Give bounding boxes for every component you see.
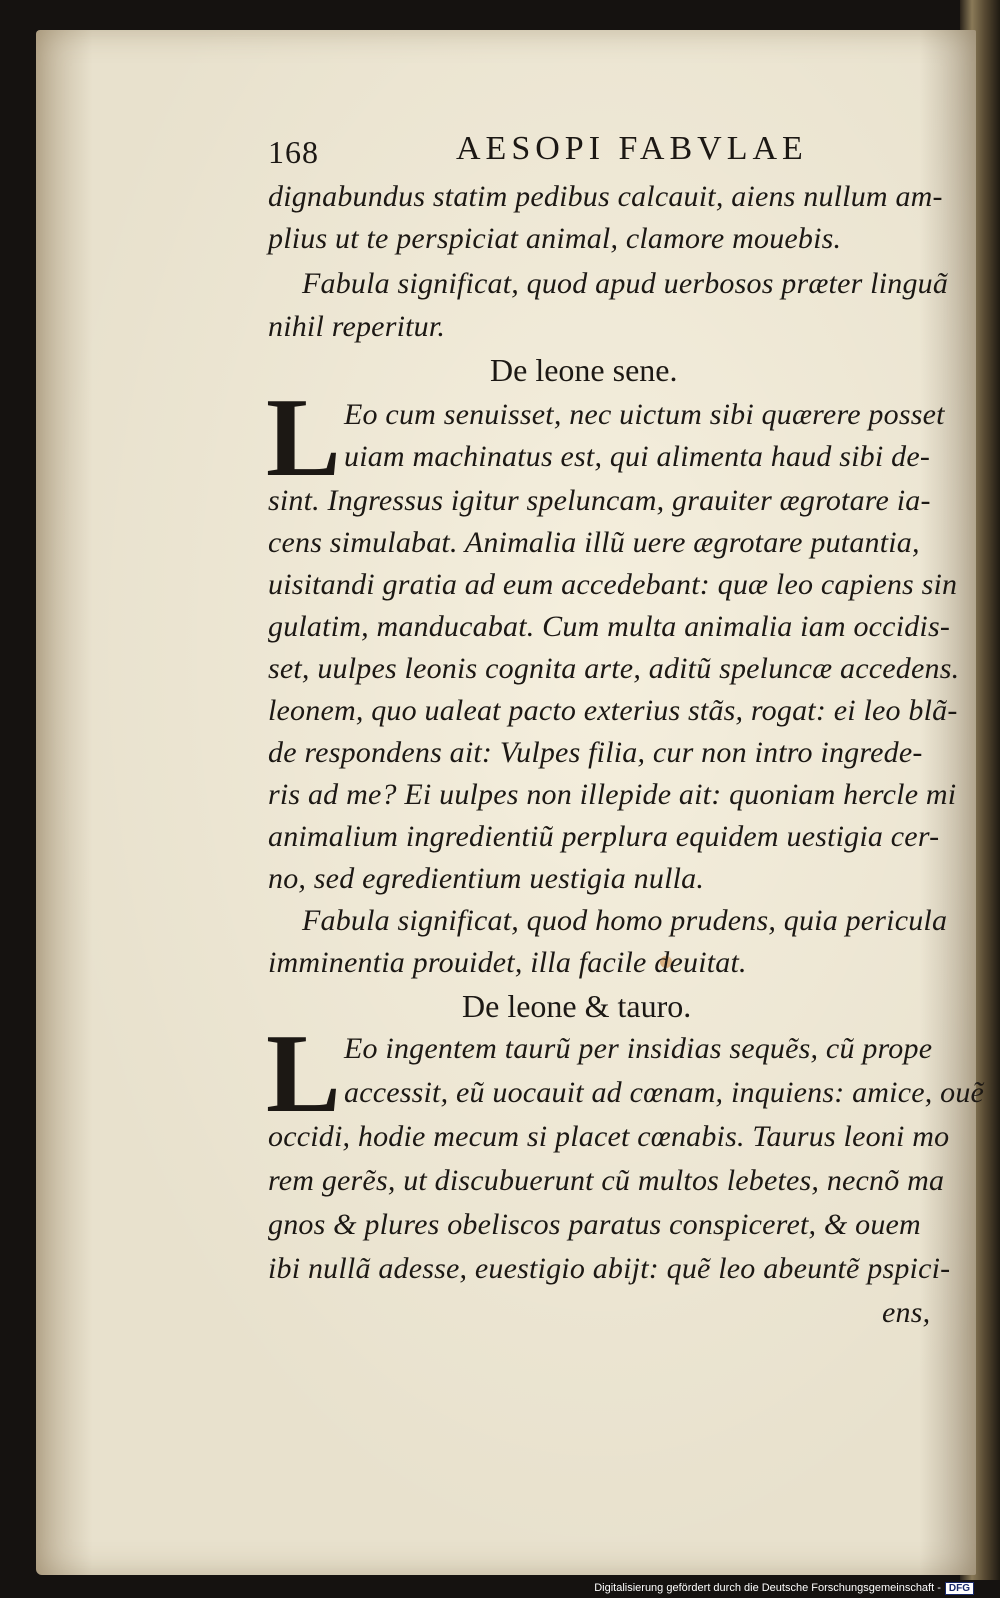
text-line: Eo ingentem taurũ per insidias sequẽs, cũ prope bbox=[344, 1032, 933, 1065]
text-line: occidi, hodie mecum si placet cœnabis. Taurus leoni mo bbox=[268, 1120, 950, 1153]
text-line: gulatim, manducabat. Cum multa animalia iam occidis- bbox=[268, 610, 951, 643]
text-line: sint. Ingressus igitur speluncam, grauiter ægrotare ia- bbox=[268, 484, 931, 517]
text-line: ris ad me? Ei uulpes non illepide ait: quoniam hercle mi bbox=[268, 778, 957, 811]
text-line: ibi nullã adesse, euestigio abijt: quẽ leo abeuntẽ pspici- bbox=[268, 1252, 951, 1285]
text-line: uiam machinatus est, qui alimenta haud sibi de- bbox=[344, 440, 931, 473]
text-line: Fabula significat, quod apud uerbosos præter linguã bbox=[302, 267, 949, 300]
book-page bbox=[36, 30, 985, 1575]
text-line: de respondens ait: Vulpes filia, cur non intro ingrede- bbox=[268, 736, 923, 769]
running-head: AESOPI FABVLAE bbox=[456, 130, 808, 167]
text-line: dignabundus statim pedibus calcauit, aiens nullum am- bbox=[268, 180, 943, 213]
footer-credit bbox=[594, 1580, 974, 1596]
folio-number: 168 bbox=[268, 134, 319, 170]
fable-title: De leone & tauro. bbox=[462, 988, 692, 1024]
dfg-logo: DFG bbox=[945, 1582, 974, 1595]
text-line: cens simulabat. Animalia illũ uere ægrotare putantia, bbox=[268, 526, 920, 559]
text-line: leonem, quo ualeat pacto exterius stãs, rogat: ei leo blã- bbox=[268, 694, 958, 727]
text-line: gnos & plures obeliscos paratus conspiceret, & ouem bbox=[268, 1208, 921, 1241]
text-line: accessit, eũ uocauit ad cœnam, inquiens: amice, ouẽ bbox=[344, 1076, 985, 1109]
text-line: animalium ingredientiũ perplura equidem uestigia cer- bbox=[268, 820, 940, 853]
text-line: nihil reperitur. bbox=[268, 310, 446, 343]
text-line: Eo cum senuisset, nec uictum sibi quærere posset bbox=[344, 398, 945, 431]
drop-cap-initial: L bbox=[266, 376, 341, 500]
fable-title: De leone sene. bbox=[490, 352, 678, 388]
text-line: rem gerẽs, ut discubuerunt cũ multos lebetes, necnõ ma bbox=[268, 1164, 945, 1197]
text-line: uisitandi gratia ad eum accedebant: quæ leo capiens sin bbox=[268, 568, 958, 601]
text-line: imminentia prouidet, illa facile deuitat. bbox=[268, 946, 747, 979]
text-line: set, uulpes leonis cognita arte, aditũ speluncæ accedens. bbox=[268, 652, 960, 685]
text-line: no, sed egredientium uestigia nulla. bbox=[268, 862, 705, 895]
drop-cap-initial: L bbox=[266, 1012, 341, 1136]
text-line: plius ut te perspiciat animal, clamore mouebis. bbox=[268, 222, 842, 255]
footer-text: Digitalisierung gefördert durch die Deutsche Forschungsgemeinschaft - bbox=[594, 1582, 941, 1594]
text-line: Fabula significat, quod homo prudens, quia pericula bbox=[302, 904, 948, 937]
catchword: ens, bbox=[882, 1296, 931, 1329]
